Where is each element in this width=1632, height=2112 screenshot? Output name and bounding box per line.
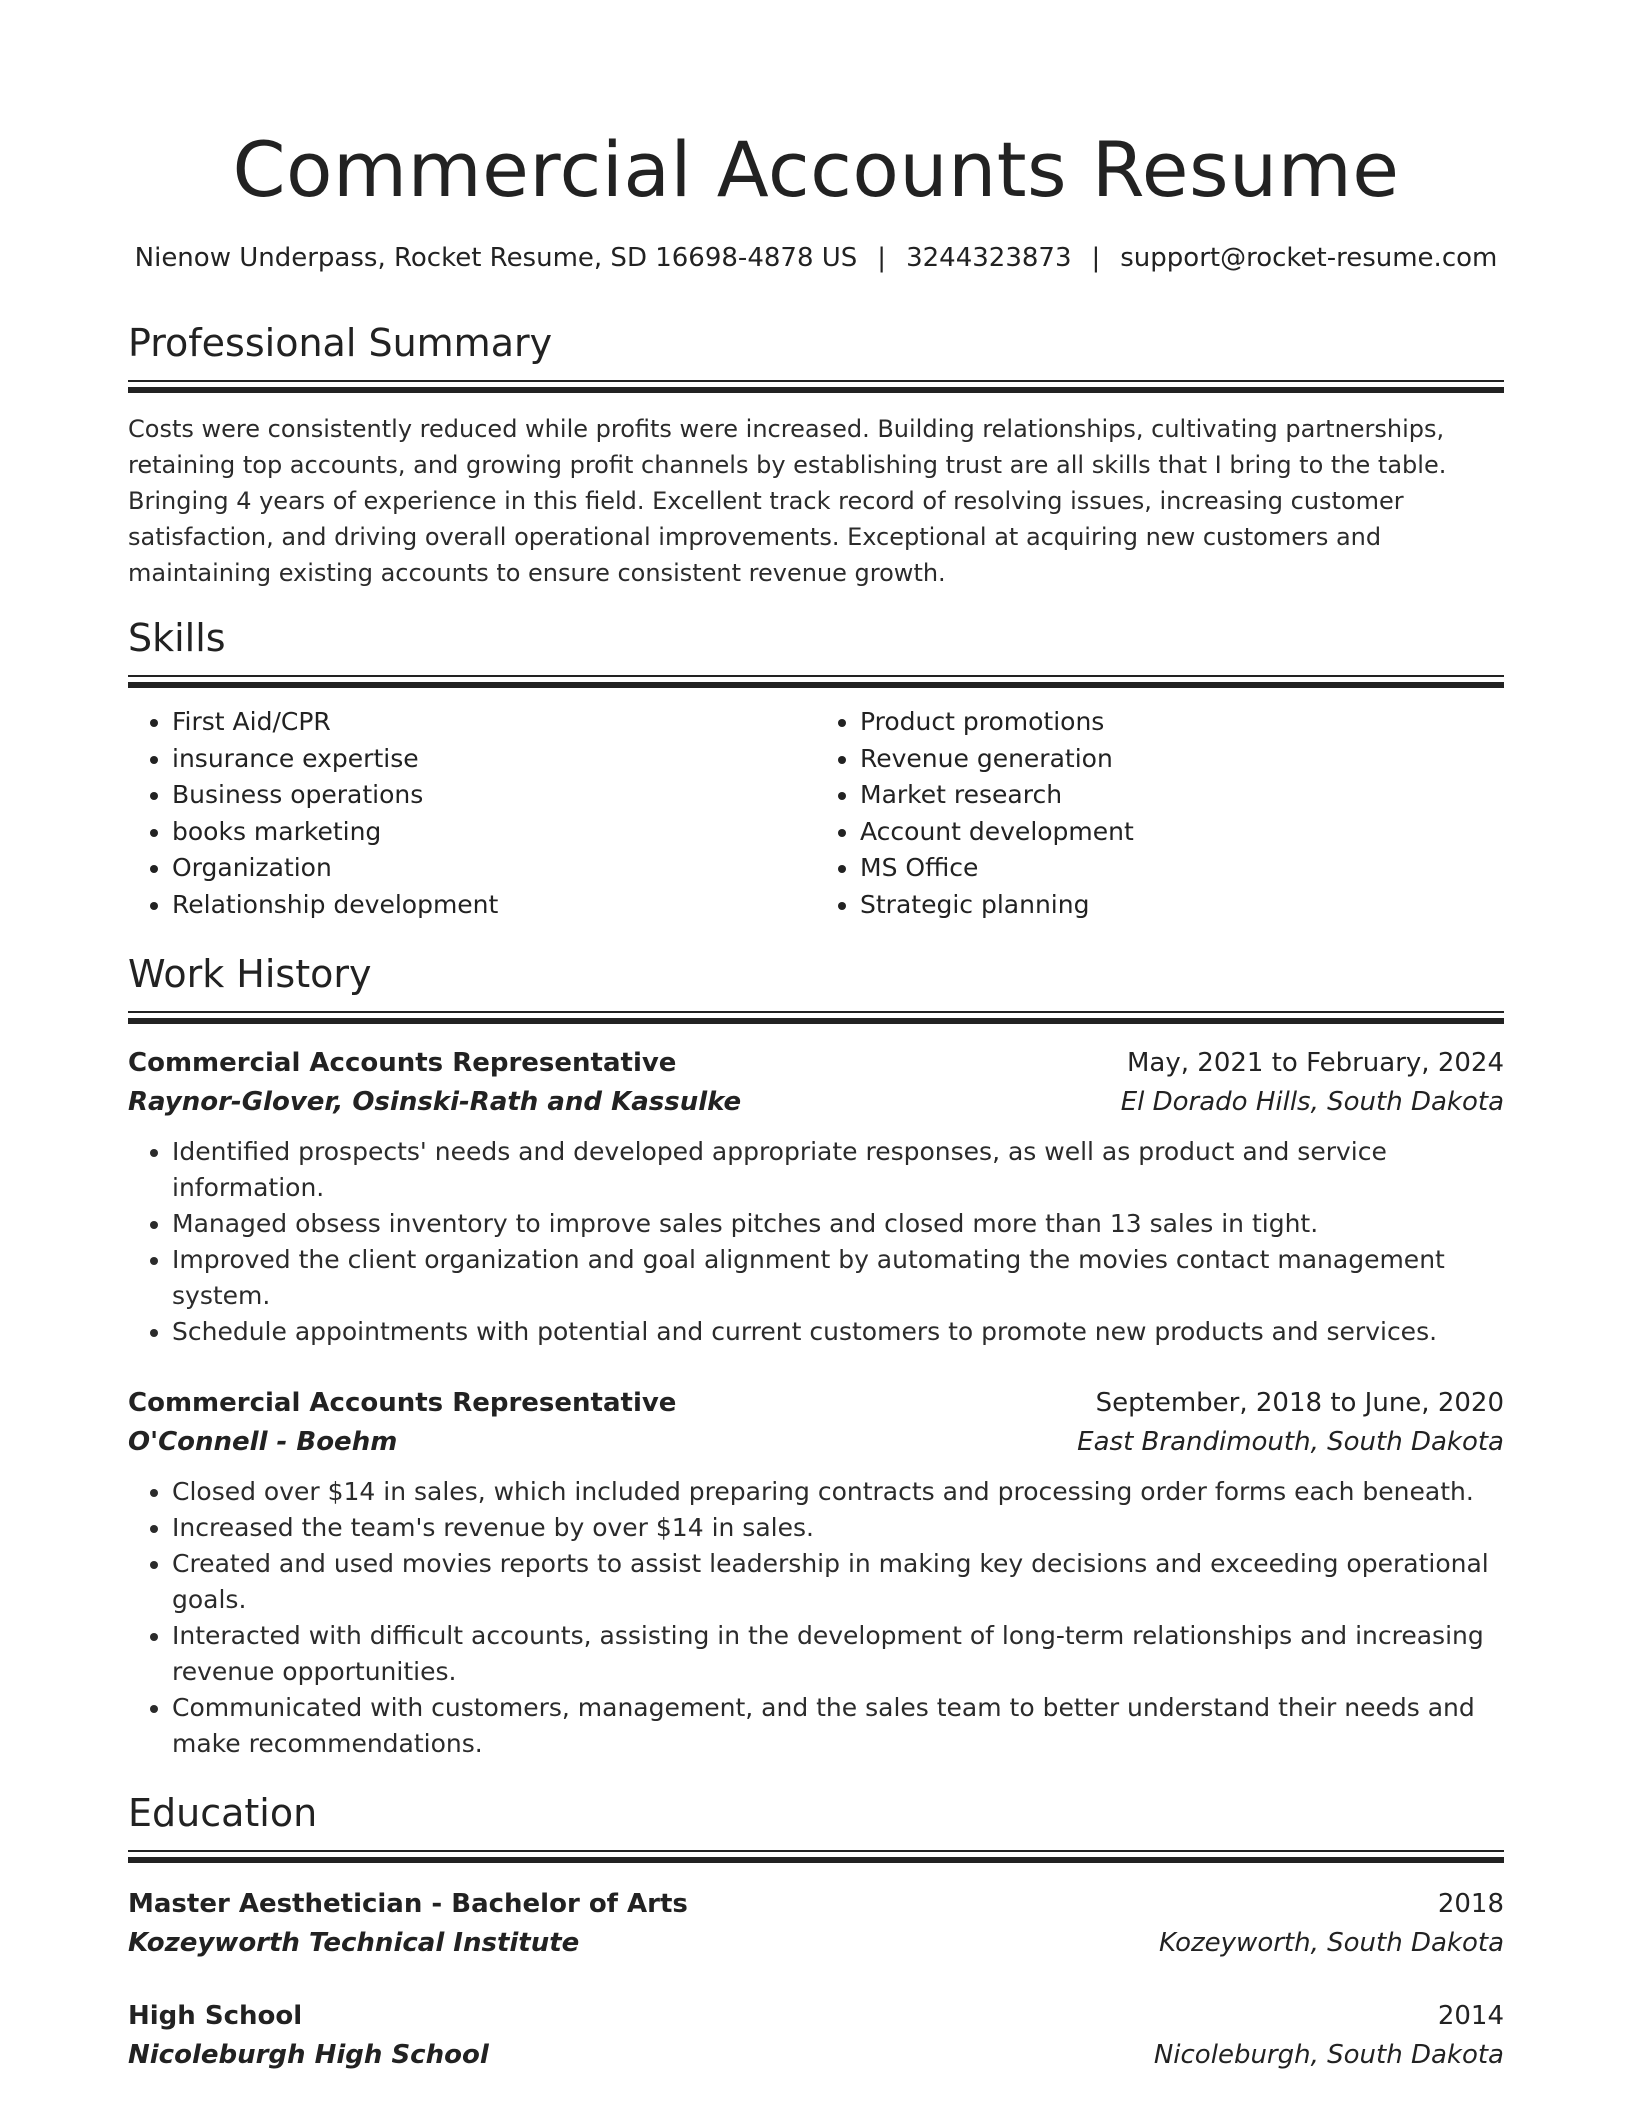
education-section — [128, 1790, 1504, 2075]
contact-separator: | — [1091, 243, 1101, 273]
skill-item: • Market research — [860, 777, 1504, 814]
job-company-row — [128, 1422, 1504, 1462]
skill-item: • Business operations — [172, 777, 816, 814]
job-location: El Dorado Hills, South Dakota — [1120, 1087, 1504, 1117]
section-divider-thick — [128, 1857, 1504, 1863]
skills-list-right — [816, 704, 1504, 923]
skill-item: • Product promotions — [860, 704, 1504, 741]
skill-item: • Account development — [860, 814, 1504, 851]
education-header-row — [128, 1885, 1504, 1923]
education-entry — [128, 1885, 1504, 1963]
section-divider-thin — [128, 1011, 1504, 1013]
education-location: Kozeyworth, South Dakota — [1159, 1928, 1504, 1958]
job-location: East Brandimouth, South Dakota — [1077, 1427, 1504, 1457]
section-title-summary: Professional Summary — [128, 321, 553, 365]
skill-item: • MS Office — [860, 850, 1504, 887]
skill-item: • First Aid/CPR — [172, 704, 816, 741]
skills-list-left — [128, 704, 816, 923]
education-school: Kozeyworth Technical Institute — [128, 1928, 580, 1958]
section-divider-thick — [128, 682, 1504, 688]
contact-phone: 3244323873 — [906, 243, 1072, 273]
job-bullet: • Communicated with customers, management, and the sales team to better understand their needs and make recommendations. — [172, 1690, 1504, 1762]
job-bullet: • Created and used movies reports to assist leadership in making key decisions and exceeding operational goals. — [172, 1546, 1504, 1618]
education-school-row — [128, 2035, 1504, 2075]
job-entry — [128, 1384, 1504, 1762]
skill-item: • insurance expertise — [172, 741, 816, 778]
section-divider-thick — [128, 387, 1504, 393]
contact-separator: | — [877, 243, 887, 273]
job-bullet: • Schedule appointments with potential and current customers to promote new products and services. — [172, 1314, 1504, 1350]
education-entry — [128, 1997, 1504, 2075]
education-degree: Master Aesthetician - Bachelor of Arts — [128, 1889, 688, 1919]
education-degree: High School — [128, 2001, 303, 2031]
section-divider-thick — [128, 1018, 1504, 1024]
skill-item: • Strategic planning — [860, 887, 1504, 924]
section-divider-thin — [128, 1850, 1504, 1852]
job-bullet: • Closed over $14 in sales, which included preparing contracts and processing order forms each beneath. — [172, 1474, 1504, 1510]
job-title: Commercial Accounts Representative — [128, 1048, 677, 1078]
job-company-row — [128, 1082, 1504, 1122]
job-company: O'Connell - Boehm — [128, 1427, 398, 1457]
job-company: Raynor-Glover, Osinski-Rath and Kassulke — [128, 1087, 742, 1117]
job-bullet: • Improved the client organization and goal alignment by automating the movies contact management system. — [172, 1242, 1504, 1314]
summary-text: Costs were consistently reduced while profits were increased. Building relationships, cultivating partnerships, retaining top accounts, and growing profit channels by establishing trust are all skills that I bring to the table. Bringing 4 years of experience in this field. Excellent track record of resolving issues, increasing customer satisfaction, and driving overall operational improvements. Exceptional at acquiring new customers and maintaining existing accounts to ensure consistent revenue growth. — [128, 415, 1447, 587]
section-divider-thin — [128, 380, 1504, 382]
contact-address: Nienow Underpass, Rocket Resume, SD 16698-4878 US — [134, 243, 858, 273]
skill-item: • books marketing — [172, 814, 816, 851]
job-bullets — [128, 1474, 1504, 1762]
education-year: 2018 — [1437, 1889, 1504, 1919]
section-title-work-history: Work History — [128, 952, 372, 996]
job-dates: May, 2021 to February, 2024 — [1127, 1048, 1504, 1078]
job-bullet: • Managed obsess inventory to improve sales pitches and closed more than 13 sales in tight. — [172, 1206, 1504, 1242]
job-header-row — [128, 1044, 1504, 1082]
education-school-row — [128, 1923, 1504, 1963]
education-location: Nicoleburgh, South Dakota — [1153, 2040, 1504, 2070]
skill-item: • Revenue generation — [860, 741, 1504, 778]
job-title: Commercial Accounts Representative — [128, 1388, 677, 1418]
job-entry — [128, 1044, 1504, 1350]
page-title: Commercial Accounts Resume — [232, 125, 1400, 214]
job-bullet: • Identified prospects' needs and developed appropriate responses, as well as product and service information. — [172, 1134, 1504, 1206]
job-bullet: • Interacted with difficult accounts, assisting in the development of long-term relationships and increasing revenue opportunities. — [172, 1618, 1504, 1690]
summary-section — [128, 320, 1504, 591]
job-bullets — [128, 1134, 1504, 1350]
skills-columns — [128, 704, 1504, 923]
job-bullet: • Increased the team's revenue by over $14 in sales. — [172, 1510, 1504, 1546]
education-header-row — [128, 1997, 1504, 2035]
skills-section — [128, 615, 1504, 923]
contact-line — [128, 240, 1504, 276]
work-history-section — [128, 951, 1504, 1762]
section-title-education: Education — [128, 1791, 318, 1835]
education-year: 2014 — [1437, 2001, 1504, 2031]
section-divider-thin — [128, 675, 1504, 677]
section-title-skills: Skills — [128, 616, 226, 660]
skill-item: • Relationship development — [172, 887, 816, 924]
education-school: Nicoleburgh High School — [128, 2040, 489, 2070]
skill-item: • Organization — [172, 850, 816, 887]
job-header-row — [128, 1384, 1504, 1422]
contact-email[interactable]: support@rocket-resume.com — [1120, 243, 1498, 273]
job-dates: September, 2018 to June, 2020 — [1095, 1388, 1504, 1418]
